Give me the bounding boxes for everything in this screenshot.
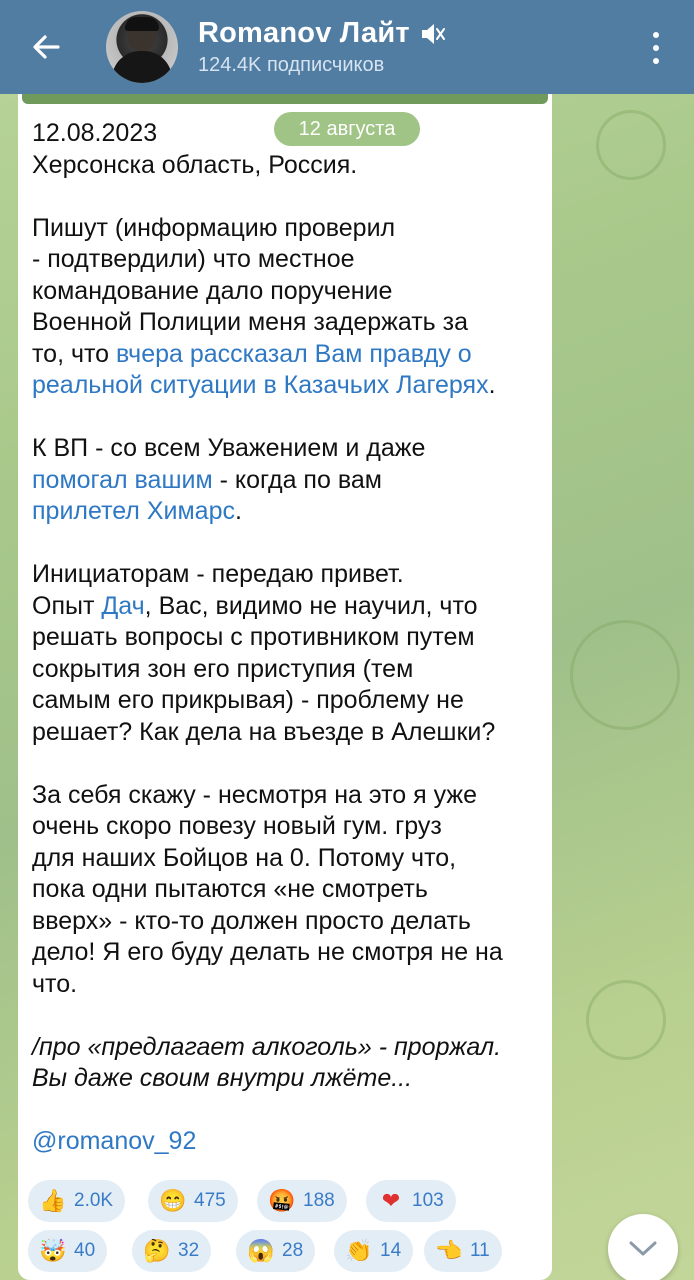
channel-title-block[interactable] [198, 17, 446, 77]
bubble-media-edge [22, 94, 548, 104]
reaction-screaming[interactable] [236, 1230, 315, 1272]
reaction-count: 32 [178, 1240, 200, 1261]
swearing-face-icon: 🤬 [268, 1188, 296, 1213]
text-span: К ВП - со всем Уважением и даже [32, 434, 426, 462]
text-span: Пишут (информацию проверил - подтвердили) что местное командование дало поручение Военной Полиции меня задержать за то, что [32, 213, 468, 368]
background-doodle [570, 620, 680, 730]
message-text [32, 118, 542, 1158]
paragraph-2 [32, 433, 542, 528]
screaming-face-icon: 😱 [247, 1238, 275, 1263]
channel-avatar[interactable] [106, 11, 178, 83]
text-span: . [234, 497, 242, 525]
reaction-count: 103 [412, 1190, 444, 1211]
text-span: . [488, 371, 496, 399]
heart-icon: ❤ [381, 1188, 401, 1213]
reaction-count: 14 [380, 1240, 402, 1261]
message-region-line: Херсонска область, Россия. [32, 150, 358, 179]
reaction-count: 11 [470, 1240, 490, 1261]
message-date-line: 12.08.2023 [32, 119, 158, 147]
reaction-count: 475 [194, 1190, 226, 1211]
background-doodle [596, 110, 666, 180]
paragraph-4: За себя скажу - несмотря на это я уже очень скоро повезу новый гум. груз для наших Бойцов на 0. Потому что, пока одни пытаются «не смотреть вверх» - кто-то должен просто делать дело! Я его буду делать не смотря не на что. [32, 780, 503, 998]
link-helped-yours[interactable]: помогал вашим [32, 465, 213, 494]
muted-icon [418, 19, 446, 49]
background-doodle [586, 980, 666, 1060]
chat-header [0, 0, 694, 94]
scroll-down-button[interactable] [608, 1214, 678, 1280]
link-dachi[interactable]: Дач [101, 591, 145, 620]
link-himars[interactable]: прилетел Химарс [32, 497, 235, 525]
exploding-head-icon: 🤯 [39, 1238, 67, 1263]
reaction-count: 2.0K [74, 1190, 114, 1211]
text-span: , Вас, видимо не научил, что решать вопросы с противником путем сокрытия зон его приступия (тем самым его прикрывая) - проблему не решает? Как дела на въезде в Алешки? [32, 591, 496, 746]
link-cossack-camps[interactable]: вчера рассказал Вам правду о реальной ситуации в Казачьих Лагерях [32, 339, 489, 399]
chevron-down-icon [628, 1239, 658, 1259]
reaction-pointing[interactable] [424, 1230, 502, 1272]
reaction-exploding-head[interactable] [28, 1230, 107, 1272]
dot-icon [653, 45, 659, 51]
reaction-clapping[interactable] [334, 1230, 413, 1272]
dot-icon [653, 32, 659, 38]
reaction-grin[interactable] [148, 1180, 238, 1222]
reaction-count: 40 [74, 1240, 96, 1261]
reaction-count: 188 [303, 1190, 335, 1211]
text-span: Инициаторам - передаю привет. Опыт [32, 560, 404, 620]
reaction-thumbs-up[interactable] [28, 1180, 125, 1222]
pointing-hand-icon: 👈 [435, 1238, 463, 1263]
channel-title [198, 17, 446, 50]
text-span: - когда по вам [219, 465, 382, 494]
reaction-thinking[interactable] [132, 1230, 211, 1272]
grin-icon: 😁 [159, 1188, 187, 1213]
paragraph-5: /про «предлагает алкоголь» - проржал. Вы даже своим внутри лжёте... [32, 1032, 502, 1092]
date-chip: 12 августа [274, 112, 420, 146]
reaction-count: 28 [282, 1240, 304, 1261]
reaction-heart[interactable] [366, 1180, 456, 1222]
dot-icon [653, 58, 659, 64]
thinking-face-icon: 🤔 [143, 1238, 171, 1263]
channel-mention-link[interactable]: @romanov_92 [32, 1127, 197, 1155]
paragraph-3 [32, 559, 542, 748]
channel-name: Romanov Лайт [198, 17, 410, 49]
paragraph-1 [32, 213, 542, 402]
more-options-button[interactable] [644, 28, 668, 68]
clapping-hands-icon: 👏 [345, 1238, 373, 1263]
thumbs-up-icon: 👍 [39, 1188, 67, 1213]
subscriber-count: 124.4K подписчиков [198, 54, 385, 76]
back-button[interactable] [20, 21, 72, 73]
reaction-swearing[interactable] [257, 1180, 347, 1222]
arrow-left-icon [31, 32, 61, 62]
